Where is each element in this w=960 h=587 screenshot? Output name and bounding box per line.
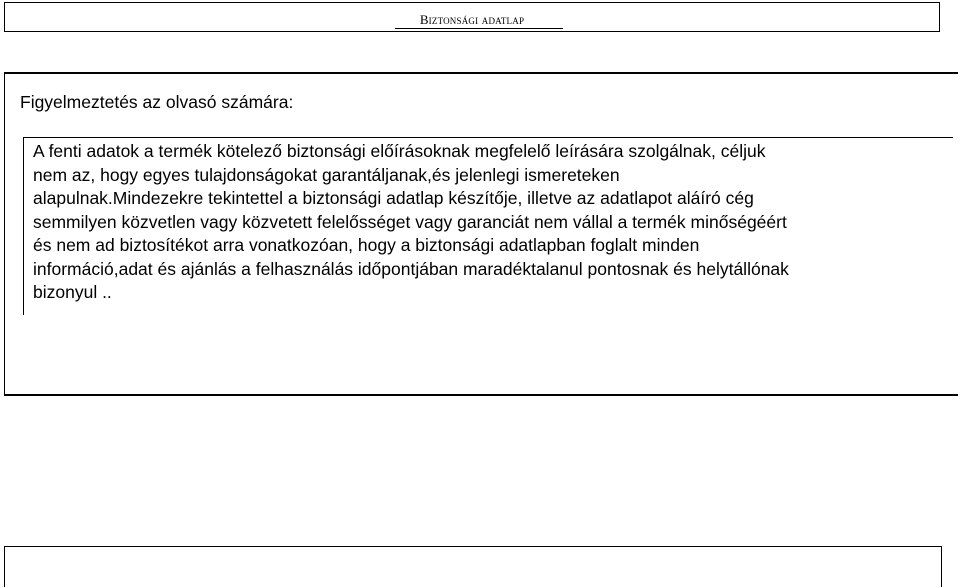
notice-disclaimer-text xyxy=(33,140,951,305)
notice-line: és nem ad biztosítékot arra vonatkozóan, hogy a biztonsági adatlapban foglalt minden xyxy=(33,235,700,255)
notice-line: nem az, hogy egyes tulajdonságokat garantáljanak,és jelenlegi ismereteken xyxy=(33,164,620,185)
notice-line: bizonyul .. xyxy=(33,282,112,302)
notice-line: alapulnak.Mindezekre tekintettel a biztonsági adatlap készítője, illetve az adatlapot aláíró cég xyxy=(33,188,754,208)
document-title: Biztonsági adatlap xyxy=(419,12,525,27)
notice-heading: Figyelmeztetés az olvasó számára: xyxy=(20,92,294,112)
document-footer xyxy=(4,546,942,587)
notice-line: semmilyen közvetlen vagy közvetett felelősséget vagy garanciát nem vállal a termék minőségéért xyxy=(33,211,787,232)
notice-line: A fenti adatok a termék kötelező biztonsági előírásoknak megfelelő leírására szolgálnak, céljuk xyxy=(33,141,766,161)
document-header xyxy=(4,2,940,32)
title-underline xyxy=(395,28,563,29)
notice-line: információ,adat és ajánlás a felhasználás időpontjában maradéktalanul pontosnak és helytállónak xyxy=(33,258,789,279)
